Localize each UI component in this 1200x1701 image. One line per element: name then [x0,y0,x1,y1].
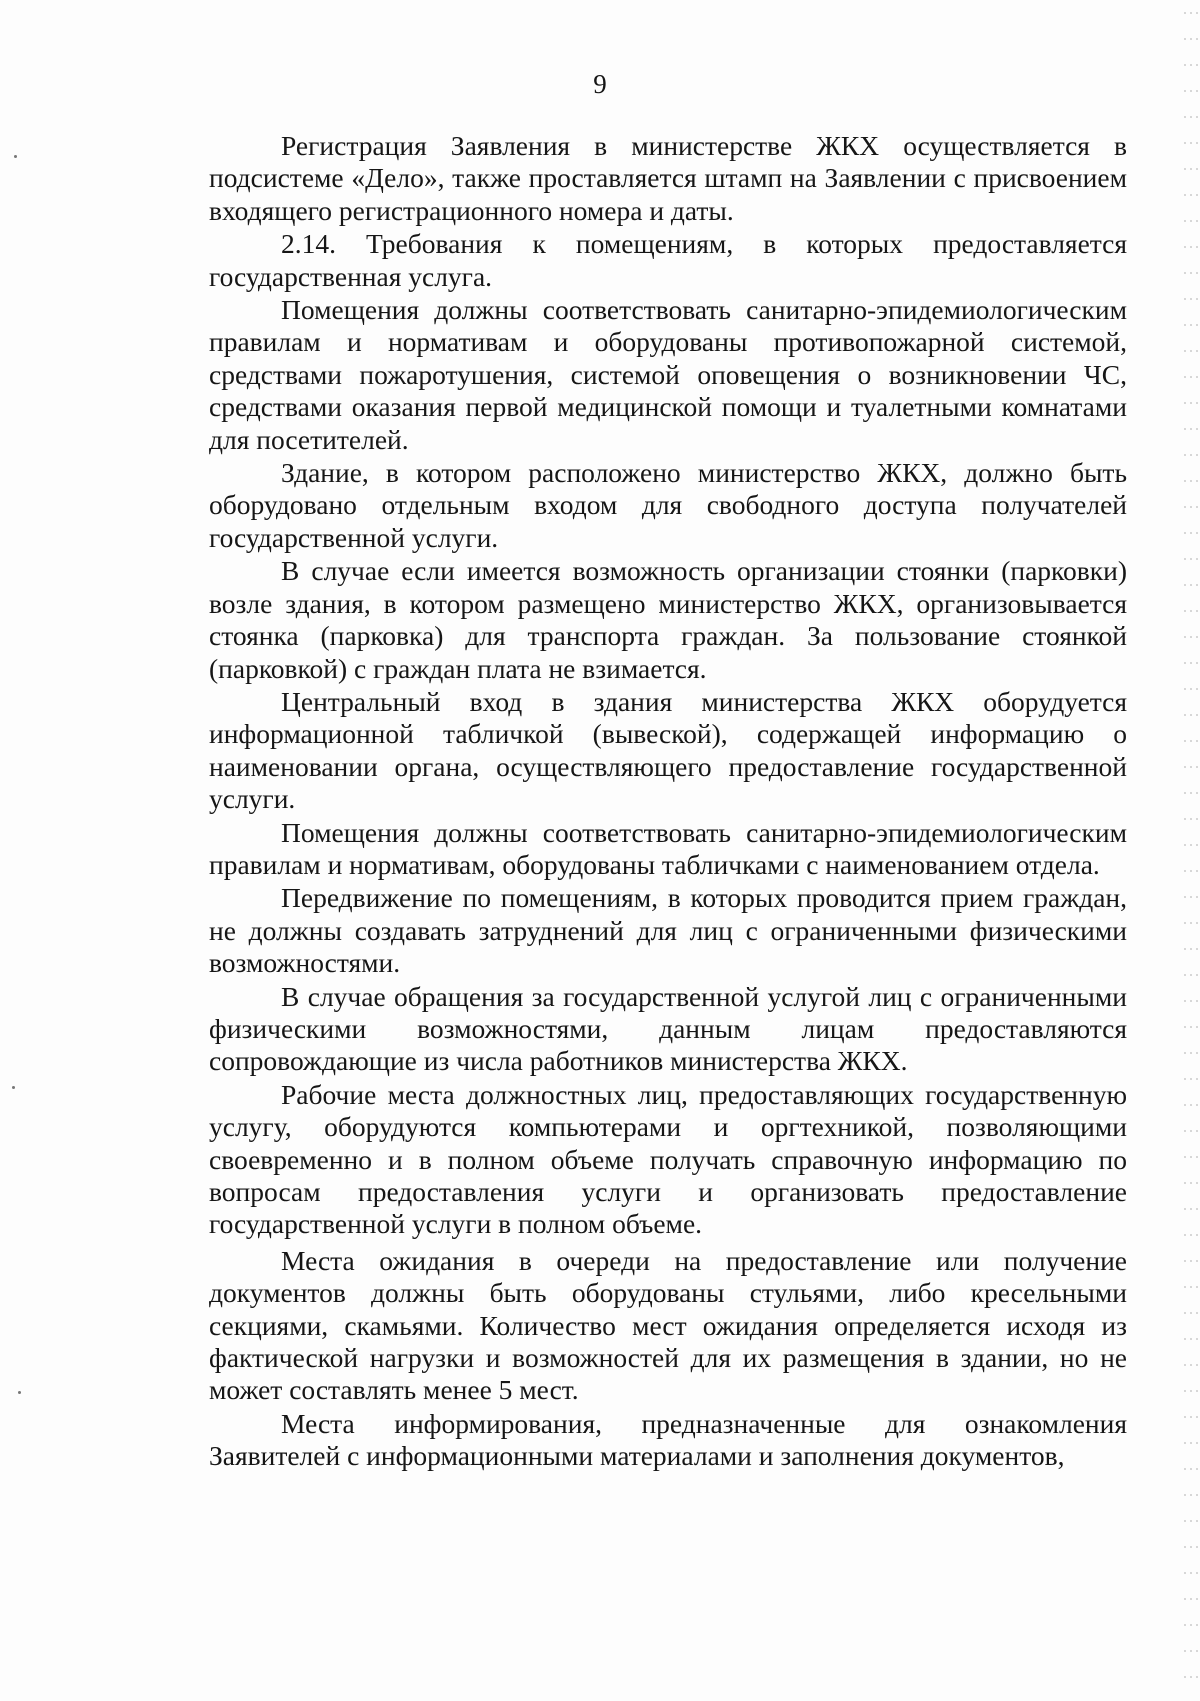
paragraph-premises-requirements: Помещения должны соответствовать санитарно-эпидемиологическим правилам и нормативам и оборудованы противопожарной системой, средствами пожаротушения, системой оповещения о возникновении ЧС, средствами оказания первой медицинской помощи и туалетными комнатами для посетителей. [209,294,1127,455]
paragraph-workplaces: Рабочие места должностных лиц, предоставляющих государственную услугу, оборудуются компьютерами и оргтехникой, позволяющими своевременно и в полном объеме получать справочную информацию по вопросам предоставления услуги и организовать предоставление государственной услуги в полном объеме. [209,1078,1127,1240]
paragraph-information-areas: Места информирования, предназначенные для ознакомления Заявителей с информационными материалами и заполнения документов, [209,1407,1127,1472]
document-body [209,130,1127,1473]
scan-speck [12,1086,15,1089]
paragraph-escort: В случае обращения за государственной услугой лиц с ограниченными физическими возможностями, данным лицам предоставляются сопровождающие из числа работников министерства ЖКХ. [209,980,1127,1077]
scan-speck [18,1391,21,1394]
paragraph-accessibility: Передвижение по помещениям, в которых проводится прием граждан, не должны создавать затруднений для лиц с ограниченными физическими возможностями. [209,882,1127,979]
paragraph-section-2-14: 2.14. Требования к помещениям, в которых предоставляется государственная услуга. [209,228,1127,292]
paragraph-building-entrance: Здание, в котором расположено министерство ЖКХ, должно быть оборудовано отдельным входом для свободного доступа получателей государственной услуги. [209,457,1127,553]
paragraph-premises-signs: Помещения должны соответствовать санитарно-эпидемиологическим правилам и нормативам, оборудованы табличками с наименованием отдела. [209,816,1127,880]
scan-speck [14,155,17,158]
paragraph-central-entrance-sign: Центральный вход в здания министерства ЖКХ оборудуется информационной табличкой (вывеской), содержащей информацию о наименовании органа, осуществляющего предоставление государственной услуги. [209,685,1127,815]
page-number: 9 [593,69,607,99]
scan-edge-noise [1182,0,1200,1701]
paragraph-parking: В случае если имеется возможность организации стоянки (парковки) возле здания, в котором размещено министерство ЖКХ, организовывается стоянка (парковка) для транспорта граждан. За пользование стоянкой (парковкой) с граждан плата не взимается. [209,555,1127,684]
paragraph-waiting-areas: Места ожидания в очереди на предоставление или получение документов должны быть оборудованы стульями, либо кресельными секциями, скамьями. Количество мест ожидания определяется исходя из фактической нагрузки и возможностей для их размещения в здании, но не может составлять менее 5 мест. [209,1244,1127,1406]
paragraph-registration: Регистрация Заявления в министерстве ЖКХ осуществляется в подсистеме «Дело», также проставляется штамп на Заявлении с присвоением входящего регистрационного номера и даты. [209,130,1127,226]
